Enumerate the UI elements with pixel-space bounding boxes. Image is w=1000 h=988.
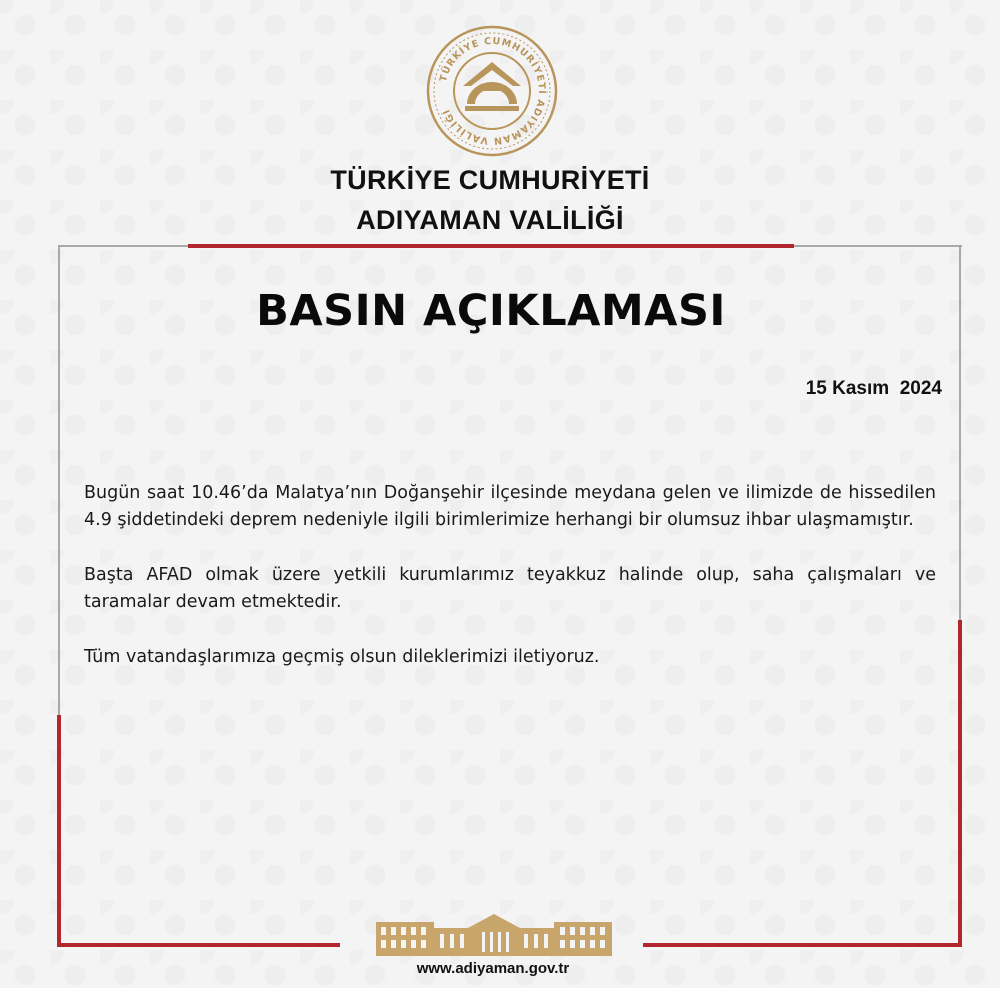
frame-left-accent-line (57, 715, 61, 947)
frame-top-left-line (58, 245, 188, 247)
release-date: 15 Kasım 2024 (805, 378, 942, 399)
frame-top-right-line (794, 245, 962, 247)
svg-text:TÜRKİYE CUMHURİYETİ ADIYAMAN V: TÜRKİYE CUMHURİYETİ ADIYAMAN VALİLİĞİ (437, 35, 548, 147)
frame-right-accent-line (958, 620, 962, 947)
header-country: TÜRKİYE CUMHURİYETİ (330, 165, 650, 195)
statement-paragraph: Tüm vatandaşlarımıza geçmiş olsun dileklerimizi iletiyoruz. (84, 647, 600, 667)
frame-top-accent-line (188, 244, 794, 248)
header-governorship: ADIYAMAN VALİLİĞİ (356, 205, 624, 235)
government-seal-icon (425, 24, 559, 158)
statement-paragraph: Başta AFAD olmak üzere yetkili kurumlarımız teyakkuz halinde olup, saha çalışmaları ve taramalar devam etmektedir. (84, 565, 936, 612)
governorship-building-icon (376, 910, 612, 956)
statement-body (84, 480, 936, 699)
website-url: www.adiyaman.gov.tr (416, 960, 570, 977)
frame-bottom-right-accent-line (643, 943, 962, 947)
header (0, 160, 980, 240)
page-title: BASIN AÇIKLAMASI (256, 286, 726, 336)
statement-paragraph: Bugün saat 10.46’da Malatya’nın Doğanşehir ilçesinde meydana gelen ve ilimizde de hissedilen 4.9 şiddetindeki deprem nedeniyle ilgili birimlerimize herhangi bir olumsuz ihbar ulaşmamıştır. (84, 483, 936, 530)
frame-bottom-left-accent-line (57, 943, 340, 947)
